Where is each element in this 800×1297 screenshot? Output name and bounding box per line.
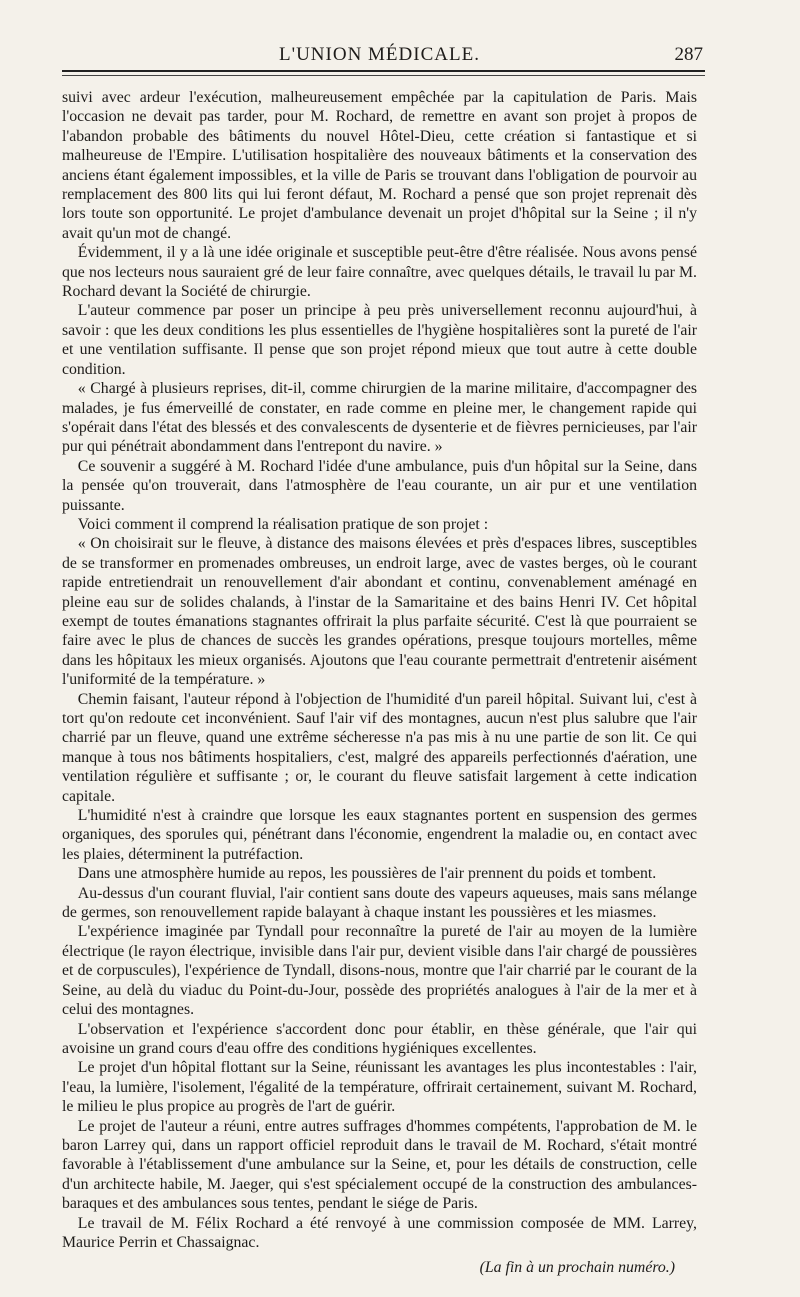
paragraph: Ce souvenir a suggéré à M. Rochard l'idée d'une ambulance, puis d'un hôpital sur la Seine, dans la pensée qu'on trouverait, dans l'atmosphère de l'eau courante, un air pur et une ventilation puissante. [62,457,697,514]
paragraph: suivi avec ardeur l'exécution, malheureusement empêchée par la capitulation de Paris. Mais l'occasion ne devait pas tarder, pour M. Rochard, de remettre en avant son projet à propos de l'abandon probable des bâtiments du nouvel Hôtel-Dieu, cette création si fantastique et si malheureuse de l'Empire. L'utilisation hospitalière des nouveaux bâtiments et la conservation des anciens étant également impossibles, et la ville de Paris se trouvant dans l'obligation de pourvoir au remplacement des 800 lits qui lui feront défaut, M. Rochard a pensé que son projet reprenait dès lors toute son opportunité. Le projet d'ambulance devenait un projet d'hôpital sur la Seine ; il n'y avait qu'un mot de changé. [62,89,697,242]
paragraph: L'observation et l'expérience s'accordent donc pour établir, en thèse générale, que l'air qui avoisine un grand cours d'eau offre des conditions hygiéniques excellentes. [62,1020,697,1057]
paragraph: Le projet d'un hôpital flottant sur la Seine, réunissant les avantages les plus incontestables : l'air, l'eau, la lumière, l'isolement, l'égalité de la température, offrirait certainement, suivant M. Rochard, le milieu le plus propice au progrès de l'art de guérir. [62,1059,697,1116]
article-body [62,88,697,1278]
paragraph: Chemin faisant, l'auteur répond à l'objection de l'humidité d'un pareil hôpital. Suivant lui, c'est à tort qu'on redoute cet inconvénient. Sauf l'air vif des montagnes, aucun n'est plus salubre que l'air charrié par un fleuve, quand une extrême sécheresse n'a pas mis à nu une partie de son lit. Ce qui manque à tous nos bâtiments hospitaliers, c'est, malgré des appareils perfectionnés d'aération, une ventilation régulière et suffisante ; or, le courant du fleuve satisfait largement à cette indication capitale. [62,690,697,805]
paragraph: Dans une atmosphère humide au repos, les poussières de l'air prennent du poids et tombent. [77,865,657,883]
paragraph: L'auteur commence par poser un principe à peu près universellement reconnu aujourd'hui, à savoir : que les deux conditions les plus essentielles de l'hygiène hospitalières sont la pureté de l'air et une ventilation suffisante. Il pense que son projet répond mieux que tout autre à cette double condition. [62,302,697,378]
header-rule-thin [62,75,705,76]
header-rule [62,70,705,72]
quote-paragraph: « Chargé à plusieurs reprises, dit-il, comme chirurgien de la marine militaire, d'accompagner des malades, je fus émerveillé de constater, en rade comme en pleine mer, le changement rapide qui s'opérait dans l'état des blessés et des convalescents de dysenterie et de fièvres pernicieuses, par l'air pur qui pénétrait abondamment dans l'entrepont du navire. » [62,380,697,456]
paragraph: Au-dessus d'un courant fluvial, l'air contient sans doute des vapeurs aqueuses, mais sans mélange de germes, son renouvellement rapide balayant à chaque instant les poussières et les miasmes. [62,884,697,922]
paragraph: Voici comment il comprend la réalisation pratique de son projet : [77,515,489,533]
paragraph: Évidemment, il y a là une idée originale et susceptible peut-être d'être réalisée. Nous avons pensé que nos lecteurs nous sauraient gré de leur faire connaître, avec quelques détails, le travail lu par M. Rochard devant la Société de chirurgie. [62,244,697,301]
paragraph: Le travail de M. Félix Rochard a été renvoyé à une commission composée de MM. Larrey, Maurice Perrin et Chassaignac. [62,1214,697,1251]
continuation-note: (La fin à un prochain numéro.) [479,1259,675,1277]
quote-paragraph: « On choisirait sur le fleuve, à distance des maisons élevées et près d'espaces libres, susceptibles de se transformer en promenades ombreuses, un endroit large, avec de vastes berges, où le courant rapide entretiendrait un renouvellement d'air abondant et continu, convenablement aménagé en pleine eau sur de solides chalands, à l'instar de la Samaritaine et des bains Henri IV. Cet hôpital exempt de toutes émanations stagnantes offrirait la plus parfaite sécurité. C'est là que pourraient se faire avec le plus de chances de succès les grandes opérations, presque toujours mortelles, même dans les hôpitaux les mieux organisés. Ajoutons que l'eau courante permettrait d'entretenir aisément l'uniformité de la température. » [62,535,697,689]
paragraph: L'expérience imaginée par Tyndall pour reconnaître la pureté de l'air au moyen de la lumière électrique (le rayon électrique, invisible dans l'air pur, devient visible dans l'air chargé de poussières et de corpuscules), l'expérience de Tyndall, disons-nous, montre que l'air charrié par le courant de la Seine, au delà du viaduc du Point-du-Jour, possède des propriétés analogues à l'air de la mer et à celui des montagnes. [62,923,697,1019]
page-number: 287 [674,44,703,65]
paragraph: Le projet de l'auteur a réuni, entre autres suffrages d'hommes compétents, l'approbation de M. le baron Larrey qui, dans un rapport officiel reproduit dans le travail de M. Rochard, s'était montré favorable à l'établissement d'une ambulance sur la Seine, et, pour les détails de construction, celle d'un architecte habile, M. Jaeger, qui s'est spécialement occupé de la construction des ambulances-baraques et des ambulances sous tentes, pendant le siége de Paris. [62,1117,697,1213]
journal-title: L'UNION MÉDICALE. [279,44,480,65]
paragraph: L'humidité n'est à craindre que lorsque les eaux stagnantes portent en suspension des germes organiques, des sporules qui, pénétrant dans l'économie, engendrent la maladie ou, en contact avec les plaies, déterminent la putréfaction. [62,807,697,863]
page-header [62,0,703,74]
